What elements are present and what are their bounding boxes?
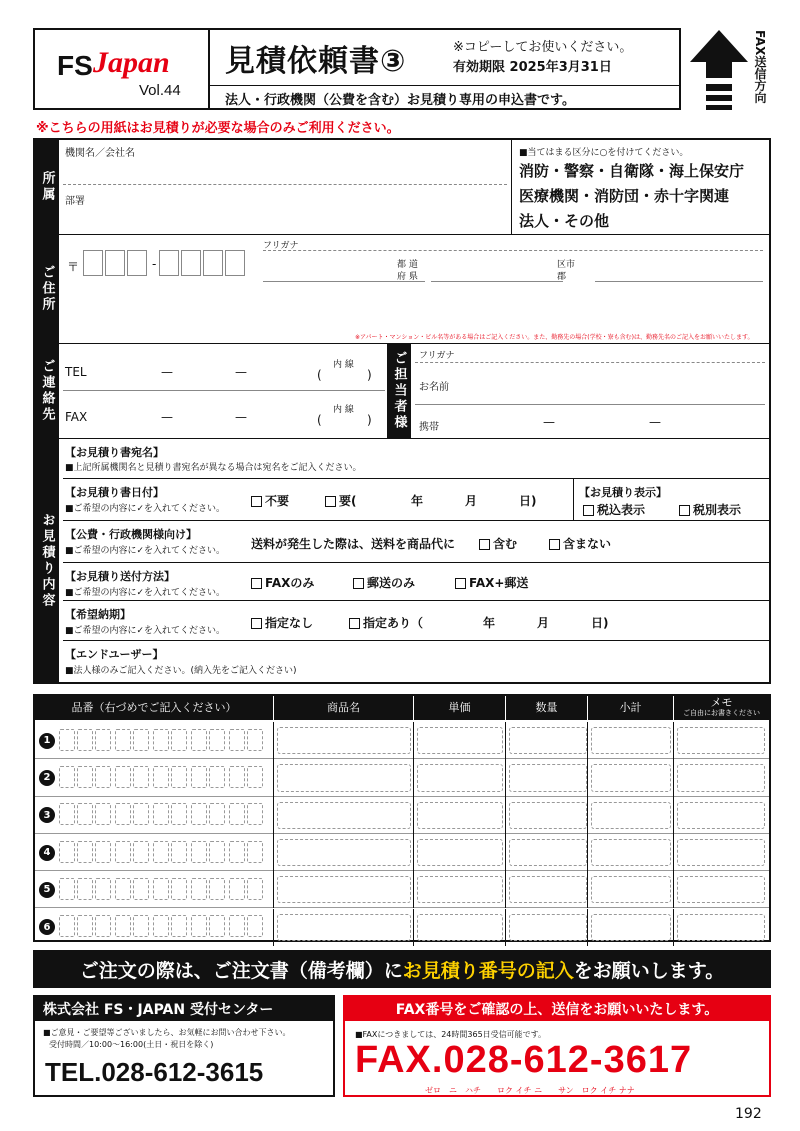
month-label: 月 [537,616,550,630]
col-quantity: 数量 [505,696,587,720]
part-number-digit[interactable] [133,729,149,751]
prefecture-label: 都 道 [397,260,418,270]
part-number-digit[interactable] [133,766,149,788]
recipient-title: 【お見積り書宛名】 [65,446,164,459]
divider [587,909,588,946]
divider [505,722,506,759]
divider [673,871,674,908]
enduser-title: 【エンドユーザー】 [65,648,164,661]
validity: 有効期限 2025年3月31日 [453,60,612,75]
part-number-digit[interactable] [59,766,75,788]
date-option-none[interactable]: 不要 [251,492,289,509]
fax-label: FAX [65,410,88,424]
part-number-digit[interactable] [95,878,111,900]
table-row [35,797,769,834]
contact-label: ご連絡先 [35,344,59,438]
part-number-digit[interactable] [229,878,245,900]
furigana-label: フリガナ [263,241,299,251]
quantity-cell[interactable] [509,727,587,754]
quantity-cell[interactable] [509,802,587,829]
divider [673,909,674,946]
product-name-cell[interactable] [277,764,411,791]
recipient-field[interactable] [365,444,765,474]
recipient-note: ■上記所属機関名と見積り書宛名が異なる場合は宛名をご記入ください。 [65,463,362,473]
paren: ) [367,368,372,382]
part-number-digit[interactable] [191,878,207,900]
product-name-cell[interactable] [277,802,411,829]
prefecture-label-2: 府 県 [397,272,418,282]
row-number: 5 [39,882,55,898]
part-number-digit[interactable] [191,803,207,825]
part-number-digit[interactable] [209,915,225,937]
part-number-digit[interactable] [171,878,187,900]
product-name-cell[interactable] [277,839,411,866]
part-number-digit[interactable] [95,803,111,825]
col-part-number: 品番（右づめでご記入ください） [71,701,237,714]
part-number-digit[interactable] [77,729,93,751]
divider [263,250,763,251]
row-number: 4 [39,845,55,861]
product-name-cell[interactable] [277,914,411,941]
postal-mark: 〒 [67,260,80,274]
divider [35,234,769,235]
divider [413,871,414,908]
year-label: 年 [483,616,496,630]
part-number-digit[interactable] [209,878,225,900]
product-name-cell[interactable] [277,876,411,903]
paren: ) [367,413,372,427]
table-header [35,696,769,720]
part-number-digit[interactable] [247,766,263,788]
unit-price-cell[interactable] [417,727,503,754]
divider [505,909,506,946]
divider [63,184,507,185]
fax-arrow-icon [688,28,750,112]
part-number-digit[interactable] [77,841,93,863]
divider [273,722,274,759]
divider [595,281,763,282]
tel-dash-2: — [235,365,247,379]
divider [415,404,765,405]
memo-cell[interactable] [677,914,765,941]
divider [273,834,274,871]
form-subtitle: 法人・行政機関（公費を含む）お見積り専用の申込書です。 [225,93,575,108]
divider [673,759,674,796]
delivery-option-specify[interactable]: 指定あり（ [349,614,423,631]
paren: ( [317,368,322,382]
mobile-dash-1: — [543,415,555,429]
part-number-digit[interactable] [171,915,187,937]
divider [413,909,414,946]
delivery-check-note: ■ご希望の内容に✓を入れてください。 [65,626,226,636]
subtotal-cell[interactable] [591,876,671,903]
quantity-cell[interactable] [509,839,587,866]
dept-label: 部署 [65,196,85,207]
public-title: 【公費・行政機関様向け】 [65,528,197,541]
part-number-digit[interactable] [77,803,93,825]
fax-availability: ■FAXにつきましては、24時間365日受信可能です。 [355,1030,547,1039]
part-number-digit[interactable] [59,841,75,863]
category-note: ■当てはまる区分に○を付けてください。 [519,148,689,158]
part-number-digit[interactable] [77,766,93,788]
divider [505,834,506,871]
org-label: 機関名／会社名 [65,148,135,159]
divider [511,140,512,234]
tel-number[interactable]: TEL.028-612-3615 [45,1057,264,1087]
divider [673,834,674,871]
date-title: 【お見積り書日付】 [65,486,164,499]
copy-note: ※コピーしてお使いください。 [453,40,633,55]
part-number-digit[interactable] [77,915,93,937]
tel-dash-1: — [161,365,173,379]
address-label: ご住所 [35,235,59,343]
ext-label: 内 線 [333,360,354,370]
ext-label: 内 線 [333,405,354,415]
part-number-digit[interactable] [95,729,111,751]
memo-cell[interactable] [677,802,765,829]
table-row [35,759,769,796]
city-label: 区市 [557,260,576,270]
part-number-digit[interactable] [153,766,169,788]
category-option-1[interactable]: 消防・警察・自衛隊・海上保安庁 [519,162,745,180]
part-number-digit[interactable] [247,915,263,937]
divider [273,871,274,908]
date-check-note: ■ご希望の内容に✓を入れてください。 [65,504,226,514]
unit-price-cell[interactable] [417,764,503,791]
part-number-digit[interactable] [133,803,149,825]
header-box [33,28,681,110]
logo [35,30,210,108]
estimate-form [33,138,771,684]
postal-code-field[interactable]: - [83,250,247,276]
part-number-digit[interactable] [133,878,149,900]
divider [63,640,769,641]
fax-number[interactable]: FAX.028-612-3617 [355,1039,693,1081]
hours-note: 受付時間／10:00～16:00(土日・祝日を除く) [49,1040,214,1049]
delivery-option-none[interactable]: 指定なし [251,614,313,631]
divider [413,722,414,759]
org-field[interactable] [63,156,507,182]
shipping-option-exclude[interactable]: 含まない [549,535,611,552]
address-note: ※アパート・マンション・ビル名等がある場合はご記入ください。また、勤務先の場合(学校・寮も含む)は、勤務先名のご記入をお願いいたします。 [355,334,754,341]
display-option-excl[interactable]: 税別表示 [679,501,741,518]
quantity-cell[interactable] [509,914,587,941]
divider [63,478,769,479]
shipping-option-include[interactable]: 含む [479,535,517,552]
col-product-name: 商品名 [273,696,413,720]
table-row [35,834,769,871]
divider [35,438,769,439]
part-number-digit[interactable] [153,841,169,863]
subtotal-cell[interactable] [591,839,671,866]
col-unit-price: 単価 [413,696,505,720]
part-number-digit[interactable] [191,915,207,937]
divider [210,85,679,86]
part-number-digit[interactable] [133,841,149,863]
part-number-digit[interactable] [247,878,263,900]
divider [505,797,506,834]
divider [573,478,574,520]
person-furigana-label: フリガナ [419,351,455,361]
volume-label: Vol.44 [139,82,181,99]
divider [587,871,588,908]
part-number-digit[interactable] [115,878,131,900]
person-name-field[interactable] [465,366,765,396]
part-number-digit[interactable] [209,803,225,825]
part-number-digit[interactable] [59,878,75,900]
product-table [33,694,771,942]
fax-instruction: FAX番号をご確認の上、送信をお願いいたします。 [345,997,769,1021]
divider [673,797,674,834]
divider [413,834,414,871]
mobile-dash-2: — [649,415,661,429]
divider [273,759,274,796]
part-number-digit[interactable] [153,878,169,900]
unit-price-cell[interactable] [417,839,503,866]
day-label: 日) [519,494,537,508]
row-number: 1 [39,733,55,749]
delivery-title: 【希望納期】 [65,608,131,621]
part-number-digit[interactable] [191,766,207,788]
part-number-digit[interactable] [229,841,245,863]
enduser-field[interactable] [365,644,765,678]
part-number-digit[interactable] [115,803,131,825]
shipping-text: 送料が発生した際は、送料を商品代に [251,537,456,551]
table-row [35,722,769,759]
unit-price-cell[interactable] [417,914,503,941]
subtotal-cell[interactable] [591,914,671,941]
subtotal-cell[interactable] [591,764,671,791]
divider [273,909,274,946]
col-memo: メモ ご自由にお書きください [673,696,769,720]
unit-price-cell[interactable] [417,876,503,903]
part-number-digit[interactable] [171,766,187,788]
memo-cell[interactable] [677,876,765,903]
divider [273,797,274,834]
mobile-label: 携帯 [419,422,439,433]
divider [413,759,414,796]
part-number-digit[interactable] [229,915,245,937]
part-number-digit[interactable] [209,766,225,788]
person-name-label: お名前 [419,382,449,393]
memo-cell[interactable] [677,727,765,754]
part-number-digit[interactable] [229,729,245,751]
display-option-incl[interactable]: 税込表示 [583,501,645,518]
person-label: ご担当者様 [387,344,411,438]
row-number: 3 [39,807,55,823]
fax-direction-label: FAX送信方向 [753,30,767,104]
col-subtotal: 小計 [587,696,673,720]
part-number-digit[interactable] [247,841,263,863]
divider [263,281,425,282]
dept-field[interactable] [63,202,507,230]
inquiry-note: ■ご意見・ご要望等ございましたら、お気軽にお問い合わせ下さい。 [43,1028,291,1037]
divider [505,871,506,908]
method-option-fax[interactable]: FAXのみ [251,574,314,591]
page-number: 192 [735,1106,762,1122]
part-number-digit[interactable] [77,878,93,900]
table-row [35,871,769,908]
public-check-note: ■ご希望の内容に✓を入れてください。 [65,546,226,556]
divider [505,759,506,796]
part-number-digit[interactable] [115,841,131,863]
fax-reading: ゼロ ニ ハチ ロク イチ ニ サン ロク イチ ナナ [425,1086,635,1095]
estimate-label: お見積り内容 [35,439,59,682]
fax-dash-2: — [235,410,247,424]
form-title: 見積依頼書③ [225,44,407,79]
part-number-digit[interactable] [247,729,263,751]
tel-field[interactable] [95,358,385,386]
day-label: 日) [591,616,609,630]
part-number-digit[interactable] [133,915,149,937]
method-option-mail[interactable]: 郵送のみ [353,574,415,591]
part-number-digit[interactable] [229,803,245,825]
part-number-digit[interactable] [171,803,187,825]
divider [673,722,674,759]
divider [587,722,588,759]
divider [587,834,588,871]
part-number-digit[interactable] [209,841,225,863]
quantity-cell[interactable] [509,764,587,791]
part-number-digit[interactable] [115,766,131,788]
part-number-digit[interactable] [59,915,75,937]
divider [63,520,769,521]
divider [63,562,769,563]
subtotal-cell[interactable] [591,802,671,829]
row-number: 2 [39,770,55,786]
address-field[interactable] [263,252,763,280]
category-option-2[interactable]: 医療機関・消防団・赤十字関連 [519,187,730,205]
part-number-digit[interactable] [153,803,169,825]
part-number-digit[interactable] [59,729,75,751]
logo-japan: Japan [93,46,170,79]
product-name-cell[interactable] [277,727,411,754]
usage-notice: ※こちらの用紙はお見積りが必要な場合のみご利用ください。 [36,121,400,136]
part-number-digit[interactable] [95,766,111,788]
tel-label: TEL [65,365,87,379]
display-title: 【お見積り表示】 [579,486,667,499]
year-label: 年 [411,494,424,508]
order-banner: ご注文の際は、ご注文書（備考欄）に お見積り番号の記入 をお願いします。 [33,950,771,988]
part-number-digit[interactable] [115,915,131,937]
subtotal-cell[interactable] [591,727,671,754]
part-number-digit[interactable] [191,729,207,751]
part-number-digit[interactable] [153,729,169,751]
table-row [35,909,769,946]
fax-info [343,995,771,1097]
part-number-digit[interactable] [153,915,169,937]
category-option-3[interactable]: 法人・その他 [519,212,610,230]
part-number-digit[interactable] [59,803,75,825]
part-number-digit[interactable] [209,729,225,751]
row-number: 6 [39,919,55,935]
part-number-digit[interactable] [95,841,111,863]
mobile-field[interactable] [465,408,765,434]
part-number-digit[interactable] [95,915,111,937]
divider [415,362,765,363]
company-name: 株式会社 FS・JAPAN 受付センター [35,997,333,1021]
divider [587,797,588,834]
memo-cell[interactable] [677,764,765,791]
method-option-both[interactable]: FAX+郵送 [455,574,528,591]
paren: ( [317,413,322,427]
part-number-digit[interactable] [229,766,245,788]
part-number-digit[interactable] [115,729,131,751]
affiliation-label: 所属 [35,140,59,234]
divider [63,390,385,391]
city-label-2: 郡 [557,272,567,282]
unit-price-cell[interactable] [417,802,503,829]
logo-fs: FS [57,50,93,81]
method-title: 【お見積り送付方法】 [65,570,175,583]
enduser-note: ■法人様のみご記入ください。(納入先をご記入ください) [65,666,297,676]
divider [413,797,414,834]
part-number-digit[interactable] [191,841,207,863]
part-number-digit[interactable] [171,729,187,751]
fax-dash-1: — [161,410,173,424]
divider [587,759,588,796]
memo-cell[interactable] [677,839,765,866]
reception-center [33,995,335,1097]
divider [63,600,769,601]
part-number-digit[interactable] [247,803,263,825]
divider [431,281,563,282]
part-number-digit[interactable] [171,841,187,863]
fax-field[interactable] [95,402,385,430]
date-option-required[interactable]: 要( [325,492,357,509]
month-label: 月 [465,494,478,508]
quantity-cell[interactable] [509,876,587,903]
method-check-note: ■ご希望の内容に✓を入れてください。 [65,588,226,598]
